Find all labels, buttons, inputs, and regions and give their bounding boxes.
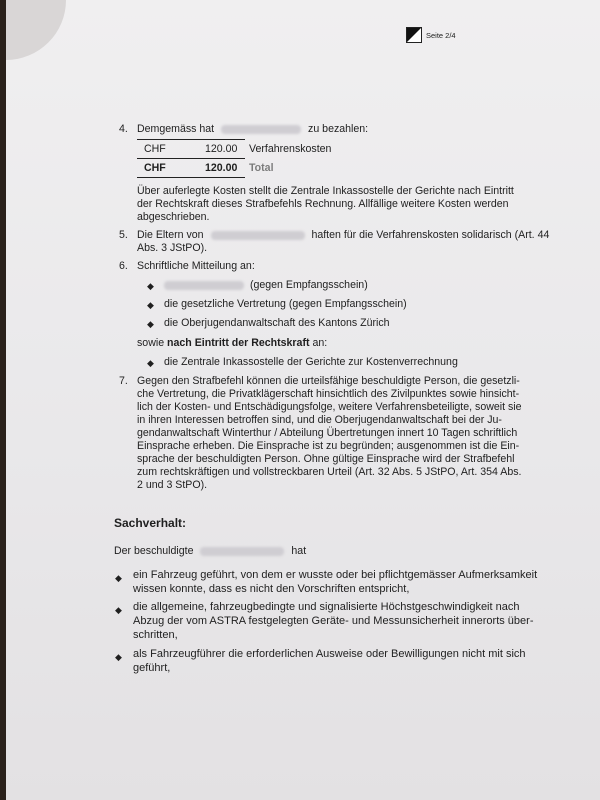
sowie-end-text: an: bbox=[312, 337, 328, 349]
court-logo-icon bbox=[406, 27, 422, 43]
item-7-line: gendanwaltschaft Winterthur / Abteilung Übertretungen innert 10 Tagen schriftlich bbox=[137, 427, 518, 439]
fact-2-line-3: schritten, bbox=[133, 629, 178, 641]
sowie-bold-text: nach Eintritt der Rechtskraft bbox=[167, 337, 310, 349]
sowie-line bbox=[137, 337, 327, 351]
item-7-line: 2 und 3 StPO). bbox=[137, 479, 208, 491]
item-4-line bbox=[137, 123, 368, 137]
item-6-number: 6. bbox=[119, 260, 128, 272]
costs-paragraph-1: Über auferlegte Kosten stellt die Zentrale Inkassostelle der Gerichte nach Eintritt bbox=[137, 185, 514, 197]
row2-amount: 120.00 bbox=[205, 162, 238, 174]
row2-currency: CHF bbox=[144, 162, 166, 174]
recipient-2: die gesetzliche Vertretung (gegen Empfangsschein) bbox=[164, 298, 407, 310]
fact-1-line-1: ein Fahrzeug geführt, von dem er wusste oder bei pflichtgemässer Aufmerksamkeit bbox=[133, 569, 538, 581]
bullet-icon: ◆ bbox=[115, 652, 122, 662]
bullet-icon: ◆ bbox=[147, 358, 154, 368]
item-5-line-2: Abs. 3 JStPO). bbox=[137, 242, 208, 254]
item-5-text-a: Die Eltern von bbox=[137, 229, 204, 241]
fact-2-line-2: Abzug der vom ASTRA festgelegten Geräte- und Messunsicherheit innerorts über- bbox=[133, 615, 534, 627]
item-5-text-b: haften für die Verfahrenskosten solidarisch (Art. 44 bbox=[311, 229, 550, 241]
item-6-intro: Schriftliche Mitteilung an: bbox=[137, 260, 255, 272]
bullet-icon: ◆ bbox=[115, 605, 122, 615]
item-5-line-1 bbox=[137, 229, 549, 243]
redacted-name bbox=[221, 125, 301, 134]
redacted-name bbox=[211, 231, 305, 240]
sachverhalt-intro bbox=[114, 545, 306, 559]
recipient-1 bbox=[164, 279, 368, 293]
item-7-line: Gegen den Strafbefehl können die urteilsfähige beschuldigte Person, die gesetzli- bbox=[137, 375, 520, 387]
recipient-3: die Oberjugendanwaltschaft des Kantons Zürich bbox=[164, 317, 390, 329]
item-4-number: 4. bbox=[119, 123, 128, 135]
table-mid-rule bbox=[137, 158, 245, 159]
sachverhalt-intro-b: hat bbox=[291, 545, 307, 557]
item-7-line: sprache der beschuldigten Person. Ohne gültige Einsprache wird der Strafbefehl bbox=[137, 453, 515, 465]
item-7-line: che Vertretung, die Privatklägerschaft hinsichtlich des Zivilpunktes sowie hinsicht- bbox=[137, 388, 520, 400]
row1-label: Verfahrenskosten bbox=[249, 143, 332, 155]
recipient-4: die Zentrale Inkassostelle der Gerichte zur Kostenverrechnung bbox=[164, 356, 458, 368]
bullet-icon: ◆ bbox=[147, 281, 154, 291]
recipient-1-text: (gegen Empfangsschein) bbox=[249, 279, 368, 291]
item-7-line: in ihren Interessen betroffen sind, und die Oberjugendanwaltschaft bei der Ju- bbox=[137, 414, 502, 426]
sachverhalt-intro-a: Der beschuldigte bbox=[114, 545, 194, 557]
row2-label: Total bbox=[249, 162, 274, 174]
costs-paragraph-2: der Rechtskraft dieses Strafbefehls Rechnung. Allfällige weitere Kosten werden bbox=[137, 198, 509, 210]
fact-3-line-1: als Fahrzeugführer die erforderlichen Ausweise oder Bewilligungen nicht mit sich bbox=[133, 648, 526, 660]
bullet-icon: ◆ bbox=[147, 319, 154, 329]
row1-currency: CHF bbox=[144, 143, 166, 155]
row1-amount: 120.00 bbox=[205, 143, 238, 155]
costs-paragraph-3: abgeschrieben. bbox=[137, 211, 210, 223]
page-corner-shadow bbox=[6, 0, 66, 60]
item-7-line: zum rechtskräftigen und vollstreckbaren Urteil (Art. 32 Abs. 5 JStPO, Art. 354 Abs. bbox=[137, 466, 522, 478]
item-7-line: lich der Kosten- und Entschädigungsfolge, weitere Verfahrensbeteiligte, soweit sie bbox=[137, 401, 522, 413]
item-5-number: 5. bbox=[119, 229, 128, 241]
table-bottom-rule bbox=[137, 177, 245, 178]
section-title: Sachverhalt: bbox=[114, 516, 187, 530]
page-number: Seite 2/4 bbox=[426, 31, 456, 40]
redacted-name bbox=[164, 281, 244, 290]
fact-3-line-2: geführt, bbox=[133, 662, 171, 674]
item-4-text-b: zu bezahlen: bbox=[308, 123, 369, 135]
document-page bbox=[6, 0, 600, 800]
redacted-name bbox=[200, 547, 284, 556]
bullet-icon: ◆ bbox=[115, 573, 122, 583]
fact-1-line-2: wissen konnte, dass es nicht den Vorschriften entspricht, bbox=[133, 583, 410, 595]
bullet-icon: ◆ bbox=[147, 300, 154, 310]
sowie-text: sowie bbox=[137, 337, 165, 349]
table-top-rule bbox=[137, 139, 245, 140]
item-7-number: 7. bbox=[119, 375, 128, 387]
item-4-text-a: Demgemäss hat bbox=[137, 123, 215, 135]
fact-2-line-1: die allgemeine, fahrzeugbedingte und signalisierte Höchstgeschwindigkeit nach bbox=[133, 601, 520, 613]
item-7-line: Einsprache erheben. Die Einsprache ist zu begründen; ausgenommen ist die Ein- bbox=[137, 440, 520, 452]
